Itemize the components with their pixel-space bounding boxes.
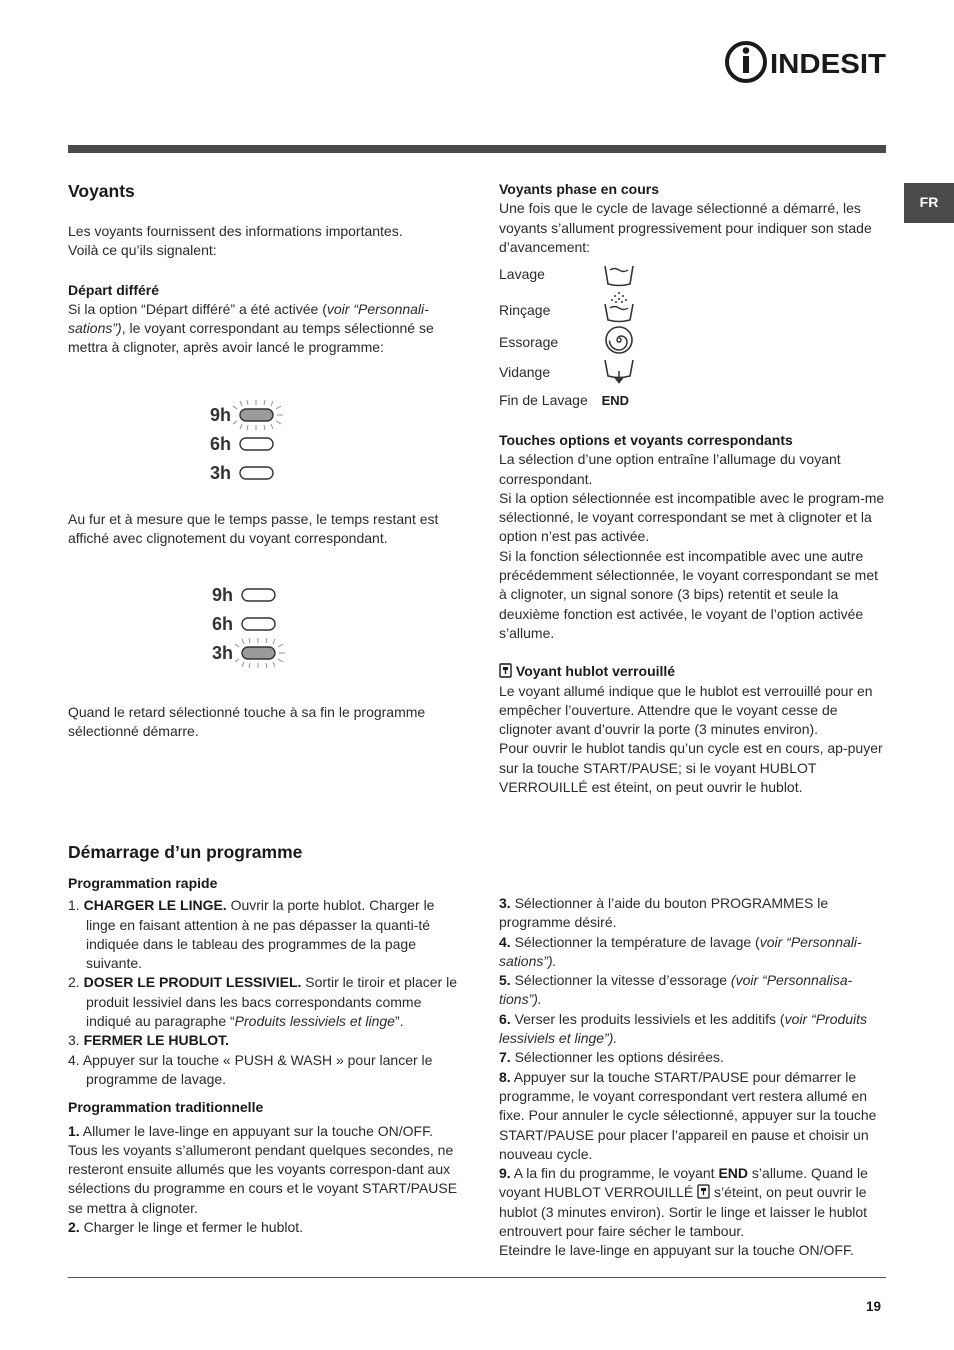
depart-text-italic: voir “Personnali-sations”) xyxy=(68,300,429,337)
eteindre-text: Eteindre le lave-linge en appuyant sur la touche ON/OFF. xyxy=(499,1242,854,1259)
step-bold: CHARGER LE LINGE. xyxy=(83,897,227,914)
touches-p3: Si la fonction sélectionnée est incompatible avec une autre précédemment sélectionnée, le voyant correspondant se met à clignoter, un signal sonore (3 bips) retentit et seule la deuxième fonction est activée, le voyant de l’option activée s’allume. xyxy=(499,547,878,641)
phase-title: Voyants phase en cours xyxy=(499,181,660,197)
trad-step-7 xyxy=(499,1048,889,1067)
rinse-icon xyxy=(603,290,635,324)
header-bar xyxy=(68,145,886,153)
rapide-title: Programmation rapide xyxy=(68,875,218,891)
demarrage-right xyxy=(499,894,889,1261)
end-label: END xyxy=(718,1165,749,1182)
step-text: Sélectionner à l’aide du bouton PROGRAMMES le programme désiré. xyxy=(499,895,829,931)
step-text: Appuyer sur la touche « PUSH & WASH » pour lancer le programme de lavage. xyxy=(82,1051,433,1087)
trad-step-2 xyxy=(68,1218,463,1237)
timer-label-3h: 3h xyxy=(210,463,232,483)
step-num: 1. xyxy=(68,897,80,914)
rapide-step-2 xyxy=(68,973,463,1031)
step-italic: voir “Produits lessiviels et linge”). xyxy=(499,1010,868,1047)
step-text: Sélectionner les options désirées. xyxy=(510,1049,724,1066)
step-num: 5. xyxy=(499,972,511,989)
phase-label-fin: Fin de Lavage xyxy=(499,392,588,408)
trad-step-5 xyxy=(499,971,889,1010)
step-text: Verser les produits lessiviels et les additifs ( xyxy=(510,1010,785,1027)
door-lock-icon xyxy=(697,1184,710,1199)
door-lock-icon xyxy=(499,663,512,678)
timer-led-3h xyxy=(240,467,273,479)
timer-diagram-3h-blinking xyxy=(202,576,292,668)
step-num: 3. xyxy=(499,895,511,911)
voyants-section xyxy=(68,180,463,358)
hublot-title: Voyant hublot verrouillé xyxy=(515,663,676,680)
depart-text-a: Si la option “Départ différé” a été activée ( xyxy=(68,300,327,317)
depart-differe-text xyxy=(68,300,463,358)
step-text: s’éteint, on peut ouvrir le hublot (3 minutes environ). Sortir le linge et laisser le hublot entrouvert pour faire sécher le tambour. xyxy=(499,1184,868,1240)
touches-p2: Si la option sélectionnée est incompatible avec le program-me sélectionné, le voyant correspondant se met à clignoter et la option n’est pas activée. xyxy=(499,489,885,545)
phase-label-rincage: Rinçage xyxy=(499,302,551,318)
drain-icon xyxy=(603,357,635,385)
step-text: A la fin du programme, le voyant xyxy=(510,1165,719,1182)
step-num: 4. xyxy=(499,933,511,950)
trad-step-6 xyxy=(499,1010,889,1049)
timer-label-9h: 9h xyxy=(212,585,234,605)
page-number: 19 xyxy=(866,1299,882,1314)
wash-tub-icon xyxy=(603,262,635,288)
step-bold: DOSER LE PRODUIT LESSIVIEL. xyxy=(83,974,302,991)
touches-title: Touches options et voyants correspondants xyxy=(499,432,793,448)
timer-label-3h: 3h xyxy=(212,643,234,663)
step-text: Allumer le lave-linge en appuyant sur la touche ON/OFF. Tous les voyants s’allumeront pendant quelques secondes, ne resteront ensuite allumés que les voyants correspon-dant aux sélections du programme en cours et le voyant START/PAUSE se mettra à clignoter. xyxy=(68,1122,458,1216)
temps-passe-text: Au fur et à mesure que le temps passe, le temps restant est affiché avec clignotement du voyant correspondant. xyxy=(68,511,439,547)
step-num: 4. xyxy=(68,1051,80,1068)
brand-wordmark: INDESIT xyxy=(770,48,886,79)
depart-text-b: , le voyant correspondant au temps sélectionné se mettra à clignoter, après avoir lancé le programme: xyxy=(68,320,434,356)
step-text: Sélectionner la température de lavage ( xyxy=(510,933,760,950)
demarrage-left xyxy=(68,841,463,1237)
hublot-title-row xyxy=(499,662,889,681)
timer-led-6h xyxy=(240,438,273,450)
trad-step-4 xyxy=(499,933,889,972)
step-text: Appuyer sur la touche START/PAUSE pour démarrer le programme, le voyant correspondant vert restera allumé en fixe. Pour annuler le cycle sélectionné, appuyer sur la touche START/PAUSE pour placer l’appareil en pause et choisir un nouveau cycle. xyxy=(499,1068,877,1162)
step-text: Sélectionner la vitesse d’essorage xyxy=(510,972,731,989)
end-indicator: END xyxy=(601,393,630,408)
phase-section xyxy=(499,180,889,257)
step-text: s’allume. Quand le voyant HUBLOT VERROUILLÉ xyxy=(499,1165,868,1201)
timer-label-6h: 6h xyxy=(210,434,232,454)
step-italic: (voir “Personnalisa-tions”). xyxy=(499,972,853,1008)
phase-label-vidange: Vidange xyxy=(499,364,551,380)
timer-led-9h xyxy=(240,409,273,421)
phase-text: Une fois que le cycle de lavage sélectionné a démarré, les voyants s’allument progressivement pour indiquer son stade d’avancement: xyxy=(499,200,872,255)
phase-label-essorage: Essorage xyxy=(499,334,559,350)
step-text: Ouvrir la porte hublot. Charger le linge en faisant attention à ne pas dépasser la quanti-té indiquée dans le tableau des programmes de la page suivante. xyxy=(86,897,435,972)
footer-rule xyxy=(68,1277,886,1278)
rapide-step-1 xyxy=(68,896,463,973)
timer-label-9h: 9h xyxy=(210,405,232,425)
step-italic: Produits lessiviels et linge xyxy=(234,1013,395,1030)
voyants-intro-2: Voilà ce qu’ils signalent: xyxy=(68,242,217,259)
timer-diagram-9h-blinking xyxy=(200,396,290,486)
step-num: 8. xyxy=(499,1068,511,1085)
trad-step-3 xyxy=(499,894,889,933)
phase-row-fin xyxy=(499,391,629,410)
trad-step-1 xyxy=(68,1122,463,1218)
rapide-list xyxy=(68,896,463,1089)
step-num: 6. xyxy=(499,1010,511,1027)
step-num: 3. xyxy=(68,1032,80,1049)
step-num: 9. xyxy=(499,1165,511,1182)
step-bold: FERMER LE HUBLOT. xyxy=(83,1032,230,1049)
timer-led-9h xyxy=(242,589,275,601)
retard-fin-text: Quand le retard sélectionné touche à sa fin le programme sélectionné démarre. xyxy=(68,704,426,740)
voyants-intro-1: Les voyants fournissent des informations importantes. xyxy=(68,223,403,239)
touches-section xyxy=(499,431,889,797)
step-text: Sortir le tiroir et placer le produit lessiviel dans les bacs correspondants comme indiqué au paragraphe “ xyxy=(86,974,457,1030)
step-italic: voir “Personnali-sations”). xyxy=(499,933,862,969)
timer-led-3h xyxy=(242,647,275,659)
spin-spiral-icon xyxy=(604,325,634,355)
trad-step-8 xyxy=(499,1068,889,1164)
rapide-step-3 xyxy=(68,1031,463,1050)
rapide-step-4 xyxy=(68,1051,463,1090)
timer-led-6h xyxy=(242,618,275,630)
phase-label-lavage: Lavage xyxy=(499,266,545,282)
hublot-p2: Pour ouvrir le hublot tandis qu’un cycle est en cours, ap-puyer sur la touche START/PAUSE; si le voyant HUBLOT VERROUILLÉ est éteint, on peut ouvrir le hublot. xyxy=(499,740,883,796)
step-num: 2. xyxy=(68,1219,80,1236)
step-num: 7. xyxy=(499,1049,511,1066)
hublot-p1: Le voyant allumé indique que le hublot est verrouillé pour en empêcher l’ouverture. Attendre que le voyant cesse de clignoter avant d’ouvrir la porte (3 minutes environ). xyxy=(499,682,873,738)
language-tab xyxy=(904,183,954,223)
indesit-logo xyxy=(724,40,888,84)
step-text: Charger le linge et fermer le hublot. xyxy=(79,1219,304,1236)
step-after: ”. xyxy=(394,1013,404,1030)
trad-step-9 xyxy=(499,1164,889,1241)
step-num: 2. xyxy=(68,974,80,991)
timer-label-6h: 6h xyxy=(212,614,234,634)
demarrage-title: Démarrage d’un programme xyxy=(68,842,303,862)
touches-p1: La sélection d’une option entraîne l’allumage du voyant correspondant. xyxy=(499,451,841,487)
depart-differe-title: Départ différé xyxy=(68,281,160,298)
step-num: 1. xyxy=(68,1122,80,1139)
voyants-title: Voyants xyxy=(68,181,135,201)
language-tab-label: FR xyxy=(919,194,939,211)
trad-title: Programmation traditionnelle xyxy=(68,1099,264,1116)
